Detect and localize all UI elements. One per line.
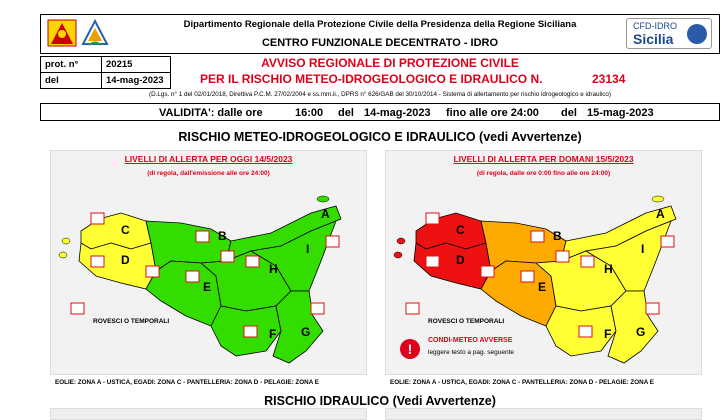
zone-label-D: D bbox=[456, 253, 465, 267]
panel-tomorrow-title: LIVELLI DI ALLERTA PER DOMANI 15/5/2023 bbox=[453, 154, 634, 164]
validity-from-date: 14-mag-2023 bbox=[364, 107, 431, 119]
prot-label: prot. n° bbox=[41, 57, 102, 73]
validity-label: VALIDITA': dalle ore bbox=[159, 107, 263, 119]
zone-label-A: A bbox=[321, 207, 330, 221]
section-idraulico-title: RISCHIO IDRAULICO (Vedi Avvertenze) bbox=[264, 394, 496, 408]
cfd-logo-bottom: Sicilia bbox=[633, 31, 674, 47]
zone-label-I: I bbox=[641, 242, 645, 256]
sicilia-emblem-icon bbox=[47, 18, 77, 48]
section-meteo-title: RISCHIO METEO-IDROGEOLOGICO E IDRAULICO (vedi Avvertenze) bbox=[178, 130, 582, 144]
panel-today bbox=[50, 150, 367, 375]
zone-label-B: B bbox=[218, 229, 227, 243]
validity-del1: del bbox=[338, 107, 354, 119]
validity-del2: del bbox=[561, 107, 577, 119]
legal-reference: (D.Lgs. n° 1 del 02/01/2018, Direttiva P.C.M. 27/02/2004 e ss.mm.ii., DPRS n° 626/GAB del 30/10/2014 - Sistema di allertamento per rischio idrogeologico e idraulico) bbox=[148, 91, 612, 98]
protocol-table bbox=[40, 56, 171, 89]
panel-tomorrow-footer: EOLIE: ZONA A - USTICA, EGADI: ZONA C - PANTELLERIA: ZONA D - PELAGIE: ZONA E bbox=[390, 379, 654, 386]
zone-label-C: C bbox=[121, 223, 130, 237]
avviso-number: 23134 bbox=[592, 72, 626, 86]
panel-tomorrow bbox=[385, 150, 702, 375]
zone-G-shape bbox=[608, 291, 658, 363]
prot-value: 20215 bbox=[102, 57, 171, 73]
panel-today-footer: EOLIE: ZONA A - USTICA, EGADI: ZONA C - PANTELLERIA: ZONA D - PELAGIE: ZONA E bbox=[55, 379, 319, 386]
zone-label-G: G bbox=[301, 325, 311, 339]
warning-text: leggere testo a pag. seguente bbox=[428, 349, 515, 356]
zone-label-A: A bbox=[656, 207, 665, 221]
warning-title: CONDI-METEO AVVERSE bbox=[428, 337, 513, 344]
centro-title: CENTRO FUNZIONALE DECENTRATO - IDRO bbox=[261, 37, 499, 49]
panel-today-title: LIVELLI DI ALLERTA PER OGGI 14/5/2023 bbox=[124, 154, 293, 164]
zone-label-E: E bbox=[538, 280, 547, 294]
validity-bar bbox=[40, 103, 720, 121]
header-box bbox=[40, 14, 720, 54]
panel-today-subtitle: (di regola, dall'emissione alle ore 24:00) bbox=[147, 170, 270, 177]
zone-label-E: E bbox=[203, 280, 212, 294]
zone-label-F: F bbox=[604, 327, 612, 341]
zone-label-H: H bbox=[269, 262, 278, 276]
zone-label-C: C bbox=[456, 223, 465, 237]
panel-today-rovesci: ROVESCI O TEMPORALI bbox=[93, 318, 170, 325]
zone-label-F: F bbox=[269, 327, 277, 341]
avviso-title-line1: AVVISO REGIONALE DI PROTEZIONE CIVILE bbox=[261, 56, 519, 70]
validity-until: fino alle ore 24:00 bbox=[446, 107, 539, 119]
idraulico-panel-right bbox=[385, 408, 702, 420]
del-label: del bbox=[41, 73, 102, 89]
zone-label-I: I bbox=[306, 242, 310, 256]
del-value: 14-mag-2023 bbox=[102, 73, 171, 89]
sicily-map-today bbox=[51, 191, 368, 376]
validity-from-time: 16:00 bbox=[295, 107, 324, 119]
warning-icon: ! bbox=[400, 339, 420, 359]
zone-label-G: G bbox=[636, 325, 646, 339]
avviso-title-line2: PER IL RISCHIO METEO-IDROGEOLOGICO E IDRAULICO N. bbox=[200, 72, 543, 86]
idraulico-panel-left bbox=[50, 408, 367, 420]
zone-label-H: H bbox=[604, 262, 613, 276]
zone-label-B: B bbox=[553, 229, 562, 243]
panel-tomorrow-subtitle: (di regola, dalle ore 0:00 fino alle ore 24:00) bbox=[476, 170, 611, 177]
validity-to-date: 15-mag-2023 bbox=[587, 107, 654, 119]
cfd-globe-icon bbox=[687, 24, 707, 44]
department-title: Dipartimento Regionale della Protezione Civile della Presidenza della Regione Siciliana bbox=[183, 19, 577, 30]
cfd-idro-logo bbox=[626, 18, 712, 49]
cfd-logo-top: CFD-IDRO bbox=[633, 21, 677, 31]
zone-G-shape bbox=[273, 291, 323, 363]
panel-tomorrow-rovesci: ROVESCI O TEMPORALI bbox=[428, 318, 505, 325]
protezione-civile-logo-icon bbox=[80, 18, 110, 48]
zone-label-D: D bbox=[121, 253, 130, 267]
